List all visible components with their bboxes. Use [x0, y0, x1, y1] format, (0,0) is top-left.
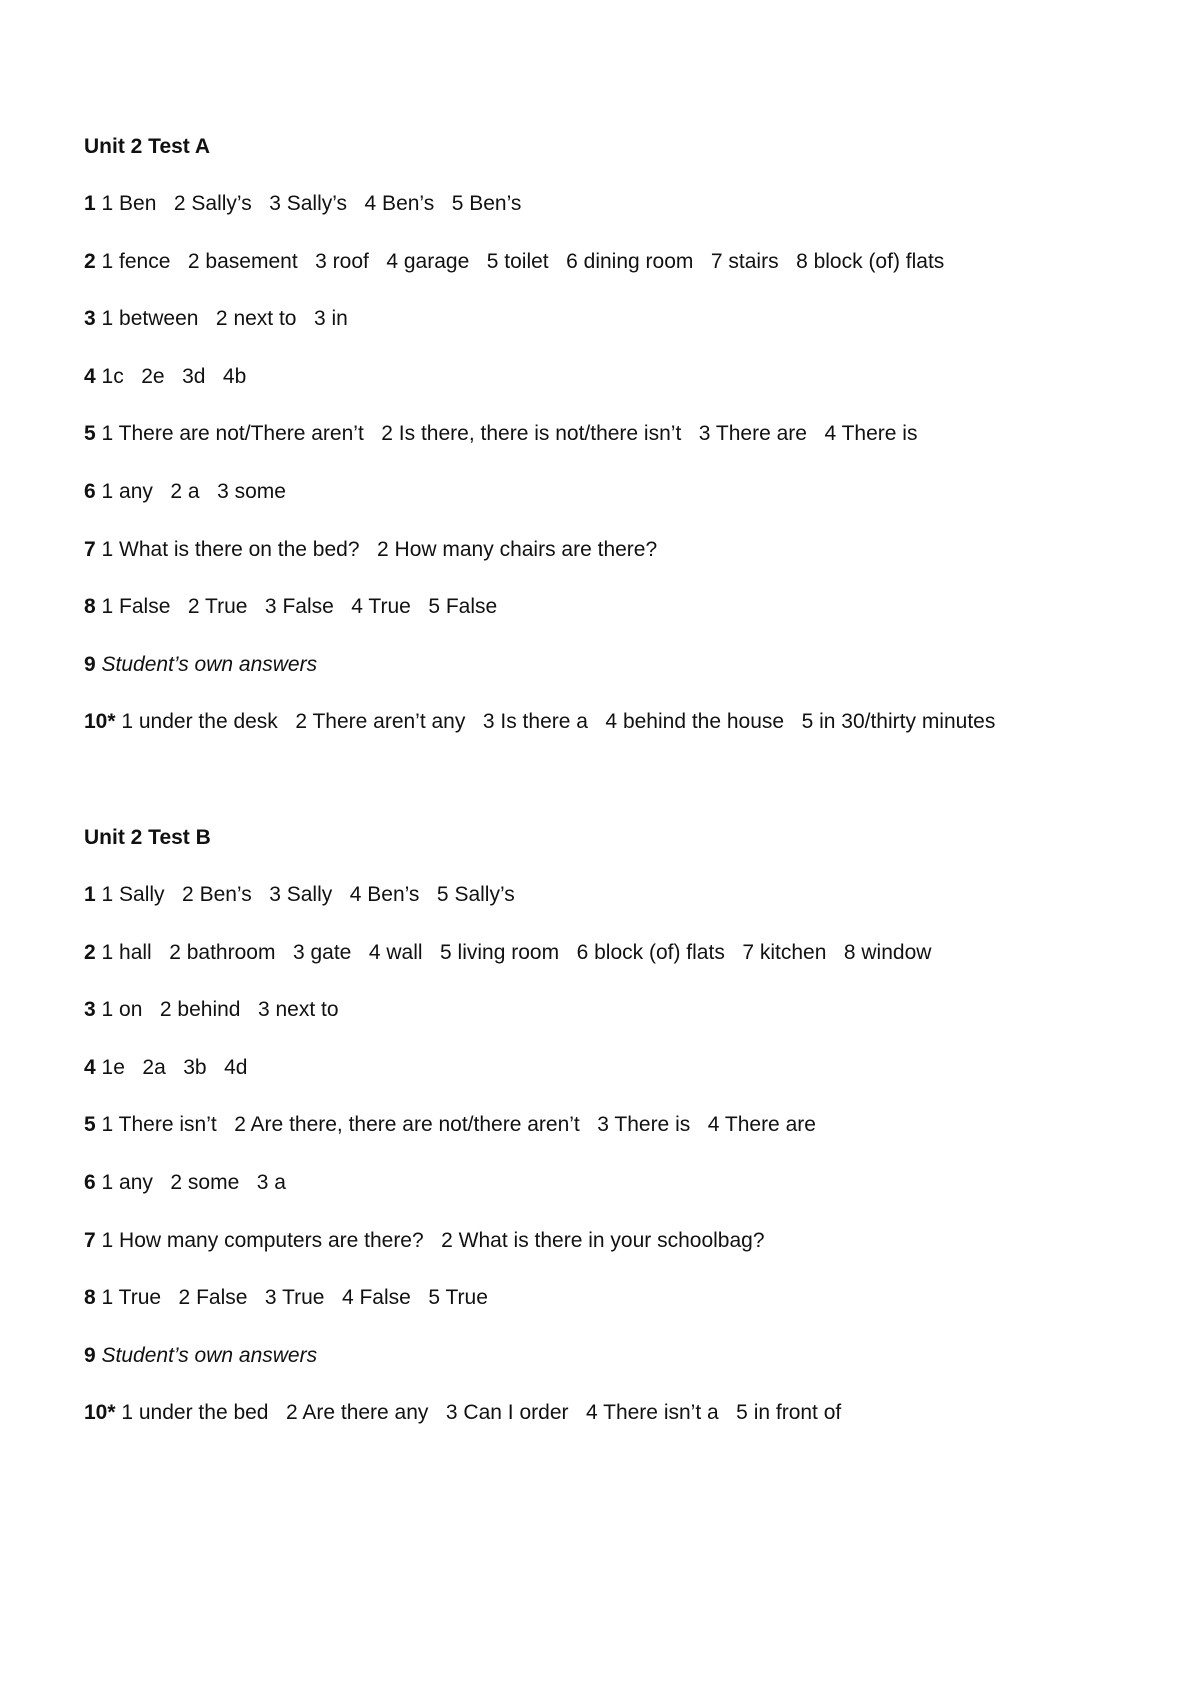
answer-text: 1c 2e 3d 4b	[95, 364, 247, 388]
answer-text: 1 fence 2 basement 3 roof 4 garage 5 toilet 6 dining room 7 stairs 8 block (of) flats	[95, 249, 945, 273]
question-number: 10*	[84, 1401, 116, 1425]
question-number: 6	[84, 1170, 96, 1194]
test-a-answer-4	[84, 364, 1144, 390]
answer-text: 1 There are not/There aren’t 2 Is there, there is not/there isn’t 3 There are 4 There is	[95, 422, 918, 446]
answer-text: 1 between 2 next to 3 in	[95, 307, 348, 331]
answer-text: 1 Sally 2 Ben’s 3 Sally 4 Ben’s 5 Sally’s	[95, 883, 515, 906]
question-number: 9	[84, 1343, 96, 1367]
answer-text: 1 False 2 True 3 False 4 True 5 False	[95, 595, 498, 619]
answer-text: 1 What is there on the bed? 2 How many chairs are there?	[95, 537, 658, 561]
test-b-answer-5	[84, 1112, 1144, 1138]
test-b-answer-1	[84, 882, 1144, 908]
test-b-answer-6	[84, 1170, 1144, 1196]
test-a-answer-2	[84, 249, 1144, 275]
answer-text: 1 There isn’t 2 Are there, there are not/there aren’t 3 There is 4 There are	[95, 1113, 816, 1137]
test-a-answer-3	[84, 306, 1144, 332]
test-b-answer-9	[84, 1343, 1144, 1369]
answer-text: 1e 2a 3b 4d	[95, 1055, 248, 1079]
test-b-answer-4	[84, 1055, 1144, 1081]
question-number: 4	[84, 364, 96, 388]
question-number: 8	[84, 595, 96, 619]
answer-text: 1 any 2 a 3 some	[95, 479, 286, 503]
test-a-answer-7	[84, 537, 1144, 563]
question-number: 10*	[84, 710, 116, 734]
test-a-answer-8	[84, 594, 1144, 620]
test-b-answer-7	[84, 1228, 1144, 1254]
answer-text: 1 under the bed 2 Are there any 3 Can I order 4 There isn’t a 5 in front of	[115, 1401, 842, 1425]
question-number: 9	[84, 652, 96, 676]
test-a-section	[84, 134, 1144, 767]
question-number: 4	[84, 1055, 96, 1079]
test-b-answer-3	[84, 997, 1144, 1023]
question-number: 6	[84, 479, 96, 503]
answer-text: 1 True 2 False 3 True 4 False 5 True	[95, 1286, 488, 1310]
test-b-answer-10	[84, 1400, 1144, 1426]
test-a-answer-6	[84, 479, 1144, 505]
question-number: 3	[84, 998, 96, 1022]
answer-text: 1 How many computers are there? 2 What is there in your schoolbag?	[95, 1228, 765, 1252]
answer-text: Student’s own answers	[95, 1343, 318, 1367]
question-number: 5	[84, 1113, 96, 1137]
answer-text: Student’s own answers	[95, 652, 318, 676]
question-number: 1	[84, 192, 96, 215]
answer-text: 1 on 2 behind 3 next to	[95, 998, 339, 1022]
answer-text: 1 Ben 2 Sally’s 3 Sally’s 4 Ben’s 5 Ben’s	[95, 192, 522, 215]
answer-text: 1 any 2 some 3 a	[95, 1170, 286, 1194]
test-a-answer-1	[84, 191, 1144, 217]
test-a-answer-10	[84, 709, 1144, 735]
test-b-heading: Unit 2 Test B	[84, 826, 211, 849]
answer-text: 1 hall 2 bathroom 3 gate 4 wall 5 living room 6 block (of) flats 7 kitchen 8 window	[95, 940, 932, 964]
test-a-answer-9	[84, 652, 1144, 678]
question-number: 8	[84, 1286, 96, 1310]
test-a-answer-5	[84, 421, 1144, 447]
test-b-answer-8	[84, 1285, 1144, 1311]
test-b-answer-2	[84, 940, 1144, 966]
question-number: 7	[84, 537, 96, 561]
question-number: 3	[84, 307, 96, 331]
question-number: 2	[84, 249, 96, 273]
question-number: 5	[84, 422, 96, 446]
question-number: 2	[84, 940, 96, 964]
answer-text: 1 under the desk 2 There aren’t any 3 Is there a 4 behind the house 5 in 30/thirty minutes	[115, 710, 996, 734]
question-number: 7	[84, 1228, 96, 1252]
test-a-heading: Unit 2 Test A	[84, 135, 211, 158]
question-number: 1	[84, 883, 96, 906]
test-b-section	[84, 825, 1144, 1458]
